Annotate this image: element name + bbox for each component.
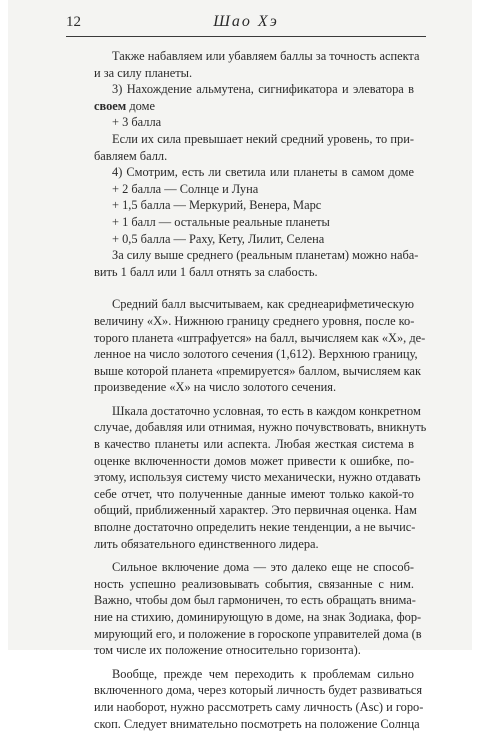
text-line <box>94 98 414 115</box>
text-line: Сильное включение дома — это далеко еще не способ- <box>112 560 414 575</box>
running-head: Шао Хэ <box>213 13 279 30</box>
text-line: включенного дома, через который личность будет развиваться <box>94 683 423 698</box>
text-line: Шкала достаточно условная, то есть в каждом конкретном <box>112 403 421 418</box>
text-line: + 2 балла — Солнце и Луна <box>112 181 259 196</box>
text-fragment: доме <box>126 98 155 113</box>
text-line: бавляем балл. <box>94 148 168 163</box>
text-line: выше которой планета «премируется» баллом, вычисляем как <box>94 363 422 378</box>
text-line: Средний балл высчитываем, как среднеарифметическую <box>112 297 414 312</box>
text-line: За силу выше среднего (реальным планетам) можно наба- <box>112 248 419 263</box>
text-line: этому, используя систему чисто механически, нужно отдавать <box>94 470 421 485</box>
page-header <box>66 10 426 37</box>
text-line: случае, добавляя или отнимая, нужно почувствовать, вникнуть <box>94 420 427 435</box>
body-text <box>94 48 427 732</box>
text-line: вполне достаточно определить некие тенденции, а не вычис- <box>94 520 416 535</box>
text-line: торого планета «штрафуется» на балл, вычисляем как «Х», де- <box>94 330 426 345</box>
text-line: Важно, чтобы дом был гармоничен, то есть обращать внима- <box>94 593 416 608</box>
text-line: и за силу планеты. <box>94 65 193 80</box>
text-line: Вообще, прежде чем переходить к проблемам сильно <box>112 666 414 681</box>
text-line: ленное на число золотого сечения (1,612). Верхнюю границу, <box>94 347 418 362</box>
text-line: себе отчет, что полученные данные имеют только какой-то <box>94 486 414 501</box>
text-line: лить обязательного единственного лидера. <box>94 536 319 551</box>
text-line: оценке включенности домов может привести к ошибке, по- <box>94 453 414 468</box>
text-line: произведение «Х» на число золотого сечения. <box>94 380 337 395</box>
text-line: Также набавляем или убавляем баллы за точность аспекта <box>112 49 420 63</box>
text-line: 4) Смотрим, есть ли светила или планеты в самом доме <box>112 165 414 180</box>
text-line: общий, приближенный характер. Это первичная оценка. Нам <box>94 503 417 518</box>
text-line: скоп. Следует внимательно посмотреть на положение Солнца <box>94 716 420 731</box>
text-line: + 0,5 балла — Раху, Кету, Лилит, Селена <box>112 231 325 246</box>
paragraph-gap <box>94 659 414 666</box>
text-line: + 1 балл — остальные реальные планеты <box>112 214 330 229</box>
page-number: 12 <box>66 14 81 30</box>
text-line: мирующий его, и положение в гороскопе управителей дома (в <box>94 626 422 641</box>
text-line: 3) Нахождение альмутена, сигнификатора и элеватора в <box>112 82 414 97</box>
text-line: + 3 балла <box>112 115 162 130</box>
paragraph-gap <box>94 552 414 559</box>
text-line: в качество планеты или аспекта. Любая жесткая система в <box>94 437 414 452</box>
text-line: величину «Х». Нижнюю границу среднего уровня, после ко- <box>94 313 415 328</box>
text-line: ние на стихию, доминирующую в доме, на знак Зодиака, фор- <box>94 610 422 624</box>
text-line: ность успешно реализовывать события, связанные с ним. <box>94 576 414 591</box>
paragraph-gap <box>94 396 414 403</box>
text-line: Если их сила превышает некий средний уровень, то при- <box>112 131 414 146</box>
text-line: + 1,5 балла — Меркурий, Венера, Марс <box>112 198 322 213</box>
section-gap <box>94 280 414 296</box>
text-line: или наоборот, нужно рассмотреть саму личность (Asc) и горо- <box>94 699 424 714</box>
bold-word: своем <box>94 98 127 113</box>
text-line: том числе их положение относительно горизонта). <box>94 643 361 658</box>
text-line: вить 1 балл или 1 балл отнять за слабость. <box>94 264 318 279</box>
